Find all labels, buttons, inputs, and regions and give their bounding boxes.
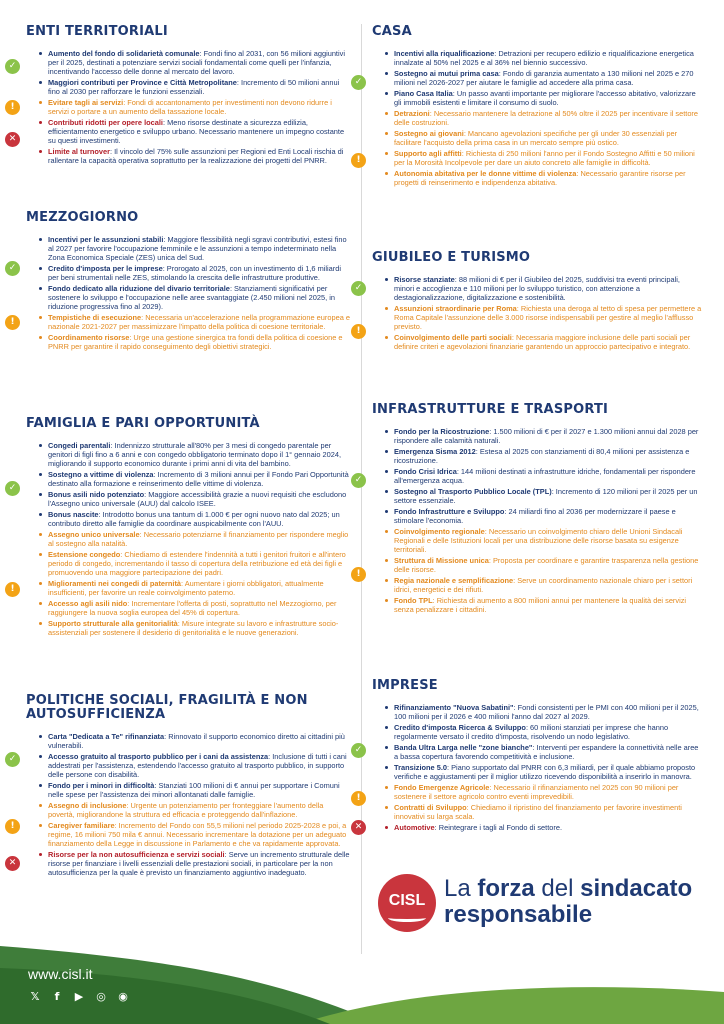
list-item: Sostegno ai mutui prima casa: Fondo di garanzia aumentato a 130 milioni nel 2025 e 270 milioni nel 2026-2027 per aiutare le famiglie ad accedere alla prima casa.	[382, 69, 702, 87]
list-item: Carta "Dedicata a Te" rifinanziata: Rinnovato il supporto economico diretto ai cittadini più vulnerabili.	[36, 732, 352, 750]
list-item: Fondo Crisi Idrica: 144 milioni destinati a infrastrutture idriche, fondamentali per rispondere all'emergenza acqua.	[382, 467, 702, 485]
list-item: Supporto agli affitti: Richiesta di 250 milioni l'anno per il Fondo Sostegno Affitti e 50 milioni per la Morosità Incolpevole per dare un aiuto concreto alle famiglie in difficoltà.	[382, 149, 702, 167]
list-item: Coinvolgimento delle parti sociali: Necessaria maggiore inclusione delle parti sociali per definire criteri e agevolazioni finanziarie garantendo un approccio partecipativo e integrato.	[382, 333, 702, 351]
list-item: Evitare tagli ai servizi: Fondi di accantonamento per investimenti non devono ridurre i servizi o portare a un aumento della tassazione locale.	[36, 98, 352, 116]
check-icon: ✓	[351, 75, 366, 90]
section-title: ENTI TERRITORIALI	[26, 24, 168, 39]
section-title: FAMIGLIA E PARI OPPORTUNITÀ	[26, 416, 260, 431]
section-title: POLITICHE SOCIALI, FRAGILITÀ E NON AUTOSUFFICIENZA	[26, 693, 308, 722]
list-item: Sostegno al Trasporto Pubblico Locale (TPL): Incremento di 120 milioni per il 2025 per un settore essenziale.	[382, 487, 702, 505]
section-casa	[354, 22, 702, 189]
list-item: Regia nazionale e semplificazione: Serve un coordinamento nazionale chiaro per i settori idrici, energetici e dei rifiuti.	[382, 576, 702, 594]
list-item: Credito d'imposta per le imprese: Prorogato al 2025, con un investimento di 1,6 miliardi per beni strumentali nelle ZES, stimolando la crescita delle infrastrutture produttive.	[36, 264, 352, 282]
list-item: Sostegno a vittime di violenza: Incremento di 3 milioni annui per il Fondo Pari Opportunità destinato alla formazione e reinserimento delle vittime di violenza.	[36, 470, 352, 488]
x-icon[interactable]: 𝕏	[30, 990, 40, 1003]
list-item: Banda Ultra Larga nelle "zone bianche": Interventi per espandere la connettività nelle aree a bassa copertura favorendo competitività e inclusione.	[382, 743, 702, 761]
section-infrastrutture	[354, 400, 702, 616]
list-item: Emergenza Sisma 2012: Estesa al 2025 con stanziamenti di 80,4 milioni per assistenza e ricostruzione.	[382, 447, 702, 465]
warning-icon: !	[5, 819, 20, 834]
list-item: Assunzioni straordinarie per Roma: Richiesta una deroga al tetto di spesa per permettere a Roma Capitale l'assunzione delle 3.000 risorse indispensabili per gestire al meglio l'afflusso previsto.	[382, 304, 702, 331]
list-item: Fondo per i minori in difficoltà: Stanziati 100 milioni di € annui per supportare i Comuni nelle spese per l'assistenza dei minori allontanati dalle famiglie.	[36, 781, 352, 799]
footer	[0, 940, 724, 1024]
warning-icon: !	[5, 315, 20, 330]
list-item: Contributi ridotti per opere locali: Meno risorse destinate a sicurezza edilizia, efficientamento energetico e sviluppo urbano. Necessario mantenere un impegno costante su questi investimenti.	[36, 118, 352, 145]
social-links	[28, 990, 130, 1003]
section-title: MEZZOGIORNO	[26, 210, 139, 225]
check-icon: ✓	[5, 261, 20, 276]
list-item: Tempistiche di esecuzione: Necessaria un'accelerazione nella programmazione europea e nazionale 2021-2027 per massimizzare l'impatto della politica di coesione territoriale.	[36, 313, 352, 331]
warning-icon: !	[351, 324, 366, 339]
list-item: Credito d'imposta Ricerca & Sviluppo: 60 milioni stanziati per imprese che hanno regolarmente versato il credito d'imposta, risolvendo un nodo legislativo.	[382, 723, 702, 741]
check-icon: ✓	[5, 752, 20, 767]
section-title: GIUBILEO E TURISMO	[372, 250, 531, 265]
section-title: CASA	[372, 24, 412, 39]
list-item: Fondo TPL: Richiesta di aumento a 800 milioni annui per mantenere la qualità dei servizi senza penalizzare i cittadini.	[382, 596, 702, 614]
warning-icon: !	[351, 153, 366, 168]
section-enti-territoriali	[8, 22, 352, 167]
list-item: Sostegno ai giovani: Mancano agevolazioni specifiche per gli under 30 essenziali per facilitare l'acquisto della prima casa in un mercato sempre più ostico.	[382, 129, 702, 147]
section-mezzogiorno	[8, 208, 352, 353]
section-imprese	[354, 676, 702, 834]
list-item: Incentivi per le assunzioni stabili: Maggiore flessibilità negli sgravi contributivi, estesi fino al 2027 per favorire l'occupazione femminile e le assunzioni a tempo indeterminato nella Zona Economica Speciale (ZES) unica del Sud.	[36, 235, 352, 262]
list-item: Incentivi alla riqualificazione: Detrazioni per recupero edilizio e riqualificazione energetica innalzate al 50% nel 2025 e al 36% nel biennio successivo.	[382, 49, 702, 67]
list-item: Rifinanziamento "Nuova Sabatini": Fondi consistenti per le PMI con 400 milioni per il 2025, 100 milioni per il 2026 e 400 milioni l'anno dal 2027 al 2029.	[382, 703, 702, 721]
cisl-logo[interactable]: CISL	[378, 874, 436, 932]
warning-icon: !	[5, 582, 20, 597]
list-item: Autonomia abitativa per le donne vittime di violenza: Necessario garantire risorse per progetti di reinserimento e indipendenza abitativa.	[382, 169, 702, 187]
section-politiche-sociali	[8, 693, 352, 879]
check-icon: ✓	[351, 473, 366, 488]
list-item: Congedi parentali: Indennizzo strutturale all'80% per 3 mesi di congedo parentale per genitori di figli fino a 6 anni e con congedo obbligatorio terminato dopo il 1° gennaio 2024, migliorando il supporto economico durante i primi anni di vita del bambino.	[36, 441, 352, 468]
list-item: Miglioramenti nei congedi di paternità: Aumentare i giorni obbligatori, attualmente insufficienti, per favorire un reale coinvolgimento paterno.	[36, 579, 352, 597]
website-link[interactable]: www.cisl.it	[28, 966, 93, 982]
youtube-icon[interactable]: ▶	[74, 990, 84, 1003]
list-item: Risorse stanziate: 88 milioni di € per il Giubileo del 2025, suddivisi tra eventi principali, minori e accoglienza e 110 milioni per lo sviluppo turistico, con attenzione a destagionalizzazione, digitalizzazione e sostenibilità.	[382, 275, 702, 302]
check-icon: ✓	[5, 481, 20, 496]
section-title: INFRASTRUTTURE E TRASPORTI	[372, 402, 609, 417]
list-item: Risorse per la non autosufficienza e servizi sociali: Serve un incremento strutturale delle risorse per finanziare i livelli essenziali delle prestazioni sociali, in particolare per la non autosufficienza per la quale è previsto un finanziamento aggiuntivo inadeguato.	[36, 850, 352, 877]
list-item: Bonus nascite: Introdotto bonus una tantum di 1.000 € per ogni nuovo nato dal 2025; un contributo diretto alle famiglie da coordinare auspicabilmente con l'AUU.	[36, 510, 352, 528]
footer-wave	[0, 940, 724, 1024]
list-item: Limite al turnover: Il vincolo del 75% sulle assunzioni per Regioni ed Enti Locali rischia di rallentare la capacità operativa soprattutto per la realizzazione dei progetti del PNRR.	[36, 147, 352, 165]
list-item: Maggiori contributi per Province e Città Metropolitane: Incremento di 50 milioni annui fino al 2030 per rafforzare le funzioni essenziali.	[36, 78, 352, 96]
list-item: Piano Casa Italia: Un passo avanti importante per migliorare l'accesso abitativo, valorizzare gli immobili esistenti e limitare il consumo di suolo.	[382, 89, 702, 107]
list-item: Automotive: Reintegrare i tagli al Fondo di settore.	[382, 823, 702, 832]
list-item: Accesso gratuito al trasporto pubblico per i cani da assistenza: Inclusione di tutti i cani addestrati per l'assistenza, estendendo l'accesso gratuito al trasporto pubblico, in supporto delle persone con disabilità.	[36, 752, 352, 779]
list-item: Assegno di inclusione: Urgente un potenziamento per fronteggiare l'aumento della povertà, migliorandone la struttura ed efficacia e proteggendo dall'inflazione.	[36, 801, 352, 819]
warning-icon: !	[351, 567, 366, 582]
check-icon: ✓	[351, 281, 366, 296]
list-item: Fondo per la Ricostruzione: 1.500 milioni di € per il 2027 e 1.300 milioni annui dal 2028 per rispondere alle calamità naturali.	[382, 427, 702, 445]
list-item: Fondo Infrastrutture e Sviluppo: 24 miliardi fino al 2036 per modernizzare il paese e stimolare l'economia.	[382, 507, 702, 525]
facebook-icon[interactable]: f	[54, 990, 60, 1003]
list-item: Fondo dedicato alla riduzione del divario territoriale: Stanziamenti significativi per sostenere lo sviluppo e l'occupazione nelle aree svantaggiate (2.450 milioni nel 2025, in riduzione progressiva fino al 2029).	[36, 284, 352, 311]
list-item: Contratti di Sviluppo: Chiediamo il ripristino del finanziamento per favorire investimenti innovativi su larga scala.	[382, 803, 702, 821]
x-icon: ✕	[351, 820, 366, 835]
section-title: IMPRESE	[372, 678, 438, 693]
tagline: La forza del sindacato responsabile	[444, 875, 693, 928]
x-icon: ✕	[5, 856, 20, 871]
list-item: Struttura di Missione unica: Proposta per coordinare e garantire trasparenza nella gestione delle risorse.	[382, 556, 702, 574]
section-giubileo	[354, 248, 702, 353]
list-item: Supporto strutturale alla genitorialità: Misure integrate su lavoro e infrastrutture socio-assistenziali per sostenere il desiderio di genitorialità e le nuove generazioni.	[36, 619, 352, 637]
check-icon: ✓	[351, 743, 366, 758]
list-item: Bonus asili nido potenziato: Maggiore accessibilità grazie a nuovi requisiti che escludono l'Assegno unico universale (AUU) dal calcolo ISEE.	[36, 490, 352, 508]
list-item: Coinvolgimento regionale: Necessario un coinvolgimento chiaro delle Unioni Sindacali Regionali e delle Istituzioni locali per una distribuzione delle risorse basata su esigenze territoriali.	[382, 527, 702, 554]
cisl-brand	[378, 870, 708, 950]
rss-icon[interactable]: ◉	[118, 990, 128, 1003]
list-item: Estensione congedo: Chiediamo di estendere l'indennità a tutti i genitori fruitori e all'intero periodo di congedo, incrementando il tasso di copertura della retribuzione ed età dei figli e promuovendo una maggiore partecipazione dei padri.	[36, 550, 352, 577]
x-icon: ✕	[5, 132, 20, 147]
list-item: Fondo Emergenze Agricole: Necessario il rifinanziamento nel 2025 con 90 milioni per sostenere il settore agricolo contro eventi imprevedibili.	[382, 783, 702, 801]
list-item: Accesso agli asili nido: Incrementare l'offerta di posti, soprattutto nel Mezzogiorno, per raggiungere la nuova soglia europea del 45% di copertura.	[36, 599, 352, 617]
list-item: Assegno unico universale: Necessario potenziarne il finanziamento per rispondere meglio al sostegno alla natalità.	[36, 530, 352, 548]
list-item: Caregiver familiare: Incremento del Fondo con 55,5 milioni nel periodo 2025-2028 e poi, a regime, 16 milioni 750 mila € annui. Necessario incrementare la dotazione per un adeguato finanziamento della Legge in discussione in Parlamento e che va rapidamente approvata.	[36, 821, 352, 848]
warning-icon: !	[5, 100, 20, 115]
section-famiglia	[8, 414, 352, 639]
instagram-icon[interactable]: ◎	[96, 990, 106, 1003]
list-item: Detrazioni: Necessario mantenere la detrazione al 50% oltre il 2025 per incentivare il settore delle costruzioni.	[382, 109, 702, 127]
list-item: Coordinamento risorse: Urge una gestione sinergica tra fondi della politica di coesione e PNRR per garantire il rapido conseguimento degli obiettivi strategici.	[36, 333, 352, 351]
list-item: Aumento del fondo di solidarietà comunale: Fondi fino al 2031, con 56 milioni aggiuntivi per il 2025, destinati a potenziare servizi sociali fondamentali come quelli per l'infanzia, incentivando l'accesso delle donne al mercato del lavoro.	[36, 49, 352, 76]
warning-icon: !	[351, 791, 366, 806]
list-item: Transizione 5.0: Piano supportato dal PNRR con 6,3 miliardi, per il quale abbiamo proposto verifiche e aggiustamenti per il miglior utilizzo ricevendo disponibilità a inserirlo in manovra.	[382, 763, 702, 781]
check-icon: ✓	[5, 59, 20, 74]
